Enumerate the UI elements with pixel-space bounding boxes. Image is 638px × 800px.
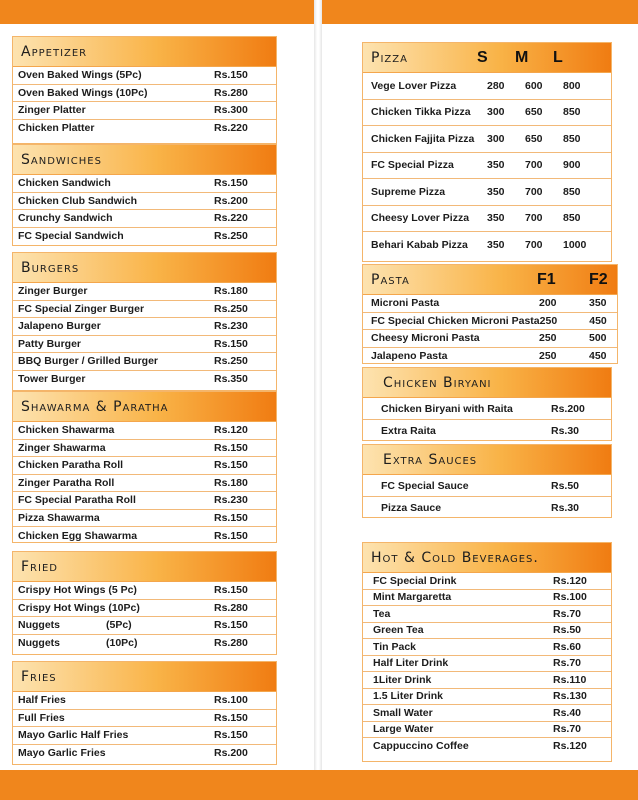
price-f1: 250: [539, 314, 558, 327]
item-name: Patty Burger: [18, 337, 82, 350]
item-price: Rs.180: [214, 285, 248, 298]
item-name: Chicken Platter: [18, 122, 95, 135]
item-price: Rs.150: [214, 529, 248, 542]
menu-item: [363, 705, 611, 722]
item-name: Small Water: [373, 706, 433, 719]
price-small: 350: [487, 239, 505, 252]
item-price: Rs.50: [553, 624, 582, 637]
section-header: [363, 543, 611, 573]
price-large: 900: [563, 159, 581, 172]
item-list: [13, 692, 276, 762]
item-name: FC Special Sandwich: [18, 230, 124, 243]
item-list: [363, 573, 611, 755]
menu-item: [363, 126, 611, 153]
item-name: Half Liter Drink: [373, 657, 449, 670]
item-name: Chicken Shawarma: [18, 424, 115, 437]
section-extra-sauces: [362, 444, 612, 518]
menu-item: [363, 398, 611, 420]
item-name: Pizza Sauce: [381, 502, 442, 514]
menu-item: [363, 606, 611, 623]
item-price: Rs.200: [551, 402, 585, 415]
size-header: [477, 49, 591, 67]
menu-item: [13, 440, 276, 458]
item-name: 1.5 Liter Drink: [373, 690, 444, 703]
size-label-l: L: [553, 48, 563, 66]
section-pizza: [362, 42, 612, 262]
item-price: Rs.70: [553, 657, 582, 670]
section-title: Fried: [21, 558, 58, 575]
price-large: 850: [563, 212, 581, 225]
item-name: Zinger Burger: [18, 285, 88, 298]
menu-item: [363, 722, 611, 739]
item-name: Jalapeno Pasta: [371, 350, 448, 363]
item-name: FC Special Sauce: [381, 479, 469, 492]
section-title: Extra Sauces: [383, 451, 478, 468]
menu-item: [13, 67, 276, 85]
item-name: Supreme Pizza: [371, 185, 446, 198]
item-price: Rs.150: [214, 619, 248, 632]
item-name: Chicken Egg Shawarma: [18, 529, 138, 542]
menu-item: [363, 573, 611, 590]
item-name: Oven Baked Wings (5Pc): [18, 69, 142, 82]
item-price: Rs.120: [553, 574, 587, 587]
item-name: Crispy Hot Wings (5 Pc): [18, 584, 137, 597]
menu-item: [13, 318, 276, 336]
item-price: Rs.250: [214, 355, 248, 368]
menu-item: [13, 457, 276, 475]
menu-item: [363, 590, 611, 607]
item-price: Rs.220: [214, 212, 248, 225]
item-list: [13, 67, 276, 137]
item-price: Rs.60: [553, 640, 582, 653]
price-large: 800: [563, 79, 581, 92]
item-name: Nuggets: [18, 637, 60, 650]
price-small: 280: [487, 79, 505, 92]
section-header: [13, 662, 276, 692]
price-f2: 350: [589, 297, 607, 310]
menu-item: [13, 745, 276, 763]
item-name: Mayo Garlic Fries: [18, 747, 106, 760]
item-price: Rs.280: [214, 601, 248, 614]
price-small: 350: [487, 159, 505, 172]
section-header: [13, 253, 276, 283]
menu-item: [363, 420, 611, 442]
item-price: Rs.220: [214, 122, 248, 135]
menu-item: [13, 582, 276, 600]
section-burgers: [12, 252, 277, 391]
price-f2: 450: [589, 350, 607, 363]
item-price: Rs.300: [214, 104, 248, 117]
menu-item: [13, 617, 276, 635]
item-name: FC Special Zinger Burger: [18, 302, 145, 315]
item-name: Mint Margaretta: [373, 591, 452, 604]
menu-item: [13, 120, 276, 138]
price-large: 850: [563, 106, 581, 119]
price-medium: 700: [525, 212, 543, 225]
item-price: Rs.230: [214, 494, 248, 507]
menu-item: [363, 738, 611, 755]
section-sandwiches: [12, 144, 277, 246]
item-name: Cheesy Lover Pizza: [371, 212, 470, 225]
section-header: [13, 145, 276, 175]
menu-item: [363, 348, 617, 366]
item-name: Oven Baked Wings (10Pc): [18, 86, 148, 99]
section-title: Pasta: [371, 271, 410, 288]
item-price: Rs.110: [553, 673, 587, 686]
item-price: Rs.250: [214, 230, 248, 243]
item-list: [13, 422, 276, 545]
item-portion: (10Pc): [106, 637, 138, 650]
item-name: Cappuccino Coffee: [373, 740, 469, 753]
item-price: Rs.100: [553, 591, 587, 604]
item-price: Rs.200: [214, 747, 248, 760]
item-list: [13, 582, 276, 652]
item-name: Large Water: [373, 723, 434, 736]
item-price: Rs.180: [214, 476, 248, 489]
menu-item: [363, 206, 611, 233]
price-f2: 450: [589, 314, 607, 327]
size-label-m: M: [515, 48, 529, 66]
item-price: Rs.150: [214, 729, 248, 742]
item-name: FC Special Paratha Roll: [18, 494, 136, 507]
item-name: FC Special Chicken Microni Pasta: [371, 314, 540, 327]
item-name: Behari Kabab Pizza: [371, 239, 468, 252]
item-list: [363, 295, 617, 365]
price-f2: 500: [589, 332, 607, 345]
item-name: Cheesy Microni Pasta: [371, 332, 480, 345]
item-list: [363, 475, 611, 519]
item-name: Tin Pack: [373, 640, 416, 653]
item-portion: (5Pc): [106, 619, 132, 632]
menu-item: [363, 639, 611, 656]
price-medium: 700: [525, 185, 543, 198]
menu-item: [13, 301, 276, 319]
item-price: Rs.350: [214, 373, 248, 386]
section-beverages: [362, 542, 612, 762]
item-name: Pizza Shawarma: [18, 511, 100, 524]
item-name: Crispy Hot Wings (10Pc): [18, 601, 140, 614]
item-name: Zinger Platter: [18, 104, 86, 117]
item-price: Rs.120: [553, 740, 587, 753]
menu-item: [13, 228, 276, 246]
price-small: 300: [487, 132, 505, 145]
section-title: Sandwiches: [21, 151, 102, 168]
menu-item: [363, 689, 611, 706]
section-title: Hot & Cold Beverages.: [371, 549, 539, 566]
section-title: Fries: [21, 668, 57, 685]
menu-item: [363, 623, 611, 640]
item-name: Chicken Paratha Roll: [18, 459, 124, 472]
menu-item: [363, 232, 611, 259]
item-name: Chicken Sandwich: [18, 177, 111, 190]
menu-item: [363, 497, 611, 519]
menu-item: [363, 179, 611, 206]
size-header: [537, 271, 617, 289]
section-header: [363, 368, 611, 398]
menu-item: [363, 100, 611, 127]
menu-item: [13, 283, 276, 301]
menu-item: [363, 475, 611, 497]
item-name: Extra Raita: [381, 425, 436, 437]
section-appetizer: [12, 36, 277, 144]
item-price: Rs.150: [214, 459, 248, 472]
section-header: [13, 37, 276, 67]
menu-item: [13, 210, 276, 228]
item-list: [363, 398, 611, 442]
item-price: Rs.70: [553, 723, 582, 736]
item-price: Rs.50: [551, 479, 580, 492]
size-label-s: S: [477, 48, 488, 66]
price-small: 300: [487, 106, 505, 119]
menu-item: [13, 692, 276, 710]
item-name: Chicken Fajjita Pizza: [371, 132, 475, 145]
item-price: Rs.280: [214, 86, 248, 99]
item-price: Rs.280: [214, 637, 248, 650]
item-name: Crunchy Sandwich: [18, 212, 113, 225]
item-list: [363, 73, 611, 259]
price-medium: 650: [525, 132, 543, 145]
price-f1: 250: [539, 350, 557, 363]
section-title: Chicken Biryani: [383, 374, 492, 391]
item-name: FC Special Drink: [373, 574, 457, 587]
item-price: Rs.150: [214, 584, 248, 597]
item-price: Rs.150: [214, 337, 248, 350]
item-name: Tower Burger: [18, 373, 86, 386]
menu-item: [13, 510, 276, 528]
left-column: [12, 36, 277, 765]
section-header: [13, 552, 276, 582]
section-fries: [12, 661, 277, 765]
price-f1: 250: [539, 332, 557, 345]
right-column: [362, 42, 612, 762]
item-list: [13, 283, 276, 388]
menu-item: [13, 527, 276, 545]
item-name: FC Special Pizza: [371, 159, 454, 172]
price-medium: 700: [525, 159, 543, 172]
menu-item: [13, 600, 276, 618]
menu-item: [363, 330, 617, 348]
item-name: Half Fries: [18, 694, 66, 707]
section-header: [13, 392, 276, 422]
menu-item: [13, 193, 276, 211]
item-name: Jalapeno Burger: [18, 320, 101, 333]
menu-item: [13, 422, 276, 440]
page-fold: [314, 0, 322, 800]
price-medium: 600: [525, 79, 543, 92]
menu-item: [13, 710, 276, 728]
section-header: [363, 445, 611, 475]
section-header: [363, 265, 617, 295]
size-label-f2: F2: [589, 270, 608, 288]
price-small: 350: [487, 185, 505, 198]
item-price: Rs.150: [214, 511, 248, 524]
menu-item: [363, 73, 611, 100]
section-title: Shawarma & Paratha: [21, 398, 169, 415]
price-large: 850: [563, 132, 581, 145]
menu-item: [363, 153, 611, 180]
price-medium: 700: [525, 239, 543, 252]
menu-item: [363, 656, 611, 673]
menu-item: [363, 295, 617, 313]
price-large: 850: [563, 185, 581, 198]
size-label-f1: F1: [537, 270, 556, 288]
bottom-orange-band: [0, 770, 638, 800]
section-title: Pizza: [371, 49, 408, 66]
item-price: Rs.100: [214, 694, 248, 707]
menu-item: [13, 85, 276, 103]
item-name: Zinger Paratha Roll: [18, 476, 115, 489]
menu-item: [13, 635, 276, 653]
section-fried: [12, 551, 277, 655]
item-price: Rs.120: [214, 424, 248, 437]
item-price: Rs.40: [553, 706, 582, 719]
item-name: Mayo Garlic Half Fries: [18, 729, 129, 742]
item-name: Tea: [373, 607, 391, 620]
price-large: 1000: [563, 239, 587, 252]
item-name: Chicken Tikka Pizza: [371, 106, 471, 119]
section-header: [363, 43, 611, 73]
menu-item: [13, 175, 276, 193]
item-price: Rs.130: [553, 690, 587, 703]
section-title: Burgers: [21, 259, 80, 276]
menu-item: [363, 313, 617, 331]
item-list: [13, 175, 276, 245]
item-price: Rs.150: [214, 441, 248, 454]
item-price: Rs.30: [551, 502, 580, 514]
item-name: Full Fries: [18, 711, 65, 724]
menu-item: [13, 102, 276, 120]
menu-item: [363, 672, 611, 689]
section-pasta: [362, 264, 618, 364]
item-name: Chicken Biryani with Raita: [381, 402, 513, 415]
item-price: Rs.150: [214, 177, 248, 190]
item-price: Rs.200: [214, 194, 248, 207]
menu-item: [13, 336, 276, 354]
item-name: Microni Pasta: [371, 297, 440, 310]
item-name: BBQ Burger / Grilled Burger: [18, 355, 159, 368]
item-name: Chicken Club Sandwich: [18, 194, 138, 207]
section-chicken-biryani: [362, 367, 612, 441]
item-price: Rs.150: [214, 69, 248, 82]
item-price: Rs.30: [551, 425, 580, 437]
item-price: Rs.250: [214, 302, 248, 315]
menu-item: [13, 371, 276, 389]
price-f1: 200: [539, 297, 557, 310]
item-price: Rs.230: [214, 320, 248, 333]
section-shawarma-paratha: [12, 391, 277, 543]
item-name: 1Liter Drink: [373, 673, 432, 686]
menu-item: [13, 727, 276, 745]
item-name: Nuggets: [18, 619, 60, 632]
item-name: Green Tea: [373, 624, 424, 637]
item-price: Rs.150: [214, 711, 248, 724]
price-small: 350: [487, 212, 505, 225]
section-title: Appetizer: [21, 43, 88, 60]
item-price: Rs.70: [553, 607, 582, 620]
price-medium: 650: [525, 106, 543, 119]
menu-item: [13, 492, 276, 510]
item-name: Vege Lover Pizza: [371, 79, 457, 92]
menu-item: [13, 353, 276, 371]
item-name: Zinger Shawarma: [18, 441, 106, 454]
menu-item: [13, 475, 276, 493]
